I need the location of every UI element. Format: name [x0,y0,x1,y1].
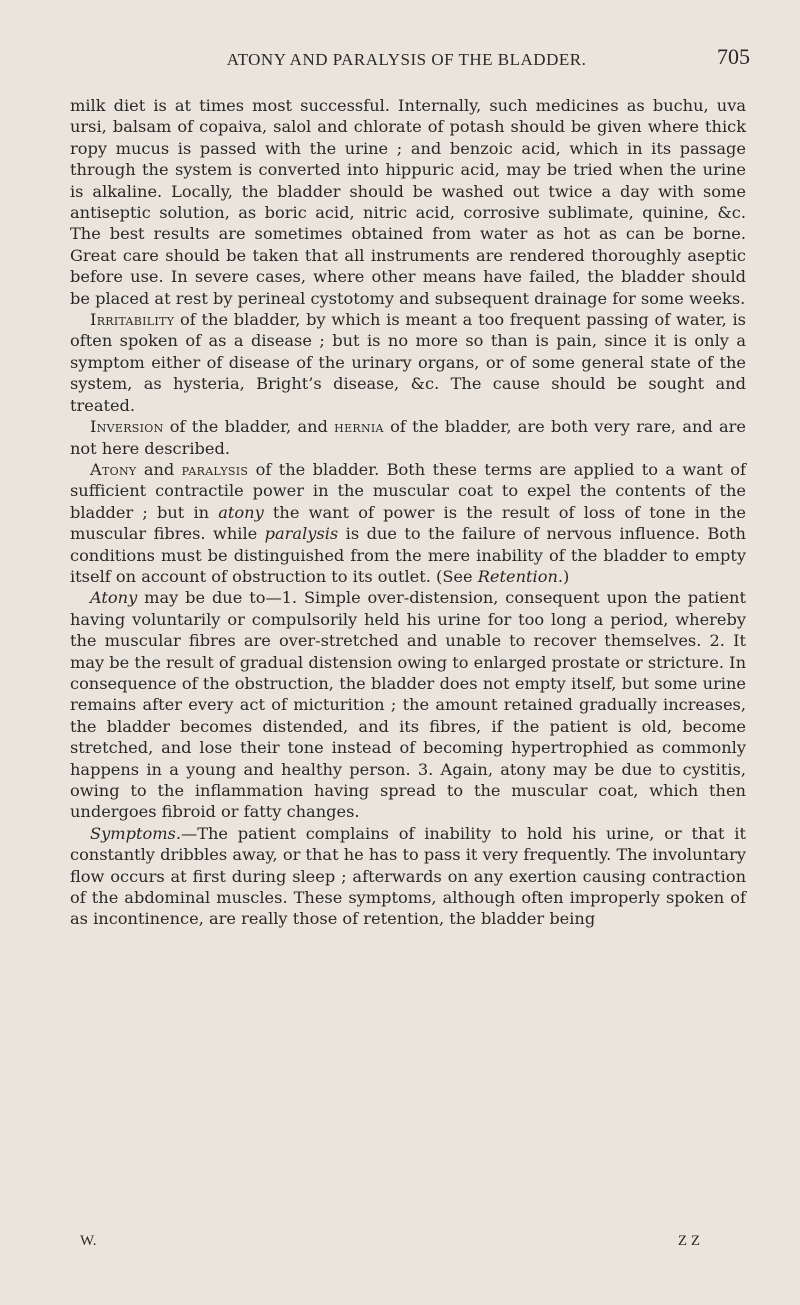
paragraph-atony-paralysis [70,459,746,587]
term-hernia: hernia [334,417,384,437]
running-head: ATONY AND PARALYSIS OF THE BLADDER. [226,50,587,69]
paragraph-text: and [136,459,182,479]
page-number: 705 [717,44,750,69]
term-inversion: Inversion [90,417,164,437]
paragraph-text: of the bladder, by which is meant a too frequent passing of water, is often spoken of as a disease ; but is no more so than is pain, since it is only a symptom either of disease of the urinary organs, or of some general state of the system, as hysteria, Bright’s disease, &c. The cause should be sought and treated. [70,310,746,415]
page-header [96,40,750,70]
paragraph-inversion [70,416,746,459]
paragraph-text: of the bladder, are both very rare, and are not here described. [70,417,747,458]
page-footer [80,1233,700,1250]
paragraph-text: the want of power is the result of loss of tone in the muscular fibres. while [70,502,747,544]
lead-atony: Atony [90,588,138,608]
italic-atony: atony [218,502,264,522]
paragraph-text: ) [563,566,570,586]
paragraph-symptoms [70,823,746,930]
paragraph-text: of the bladder. Both these terms are applied to a want of sufficient contractile power in the muscular coat to expel the contents of the bladder ; but in [70,459,746,522]
paragraph-atony-causes [70,587,746,822]
term-irritability: Irritability [90,310,175,330]
paragraph-text: —The patient complains of inability to hold his urine, or that it constantly dribbles away, or that he has to pass it very frequently. The involuntary flow occurs at first during sleep ; afterwards on any exertion causing contraction of the abdominal muscles. These symptoms, although often improperly spoken of as incontinence, are really those of retention, the bladder being [70,823,746,929]
lead-symptoms: Symptoms. [90,823,181,843]
signature-mark: Z Z [677,1233,700,1249]
paragraph-text: milk diet is at times most successful. Internally, such medicines as buchu, uva ursi, balsam of copaiva, salol and chlorate of potash should be given where thick ropy mucus is passed with the urine ; and benzoic acid, which in its passage through the system is converted into hippuric acid, may be tried when the urine is alkaline. Locally, the bladder should be washed out twice a day with some antiseptic solution, as boric acid, nitric acid, corrosive sublimate, quinine, &c. The best results are sometimes obtained from water as hot as can be borne. Great care should be taken that all instruments are rendered thoroughly aseptic before use. In severe cases, where other means have failed, the bladder should be placed at rest by perineal cystotomy and subsequent drainage for some weeks. [70,96,746,308]
term-atony: Atony [90,459,137,479]
paragraph-text: is due to the failure of nervous influence. Both conditions must be distinguished from the mere inability of the bladder to empty itself on account of obstruction to its outlet. (See [70,524,746,586]
cross-reference-retention: Retention. [477,566,564,586]
paragraph-text: of the bladder, and [163,417,335,437]
body-text [70,95,746,930]
term-paralysis: paralysis [181,459,249,479]
paragraph-milk-diet [70,95,746,309]
italic-paralysis: paralysis [264,524,339,544]
paragraph-irritability [70,309,746,416]
printer-mark: W. [80,1233,97,1249]
paragraph-text: may be due to—1. Simple over-distension, consequent upon the patient having voluntarily or compulsorily held his urine for too long a period, whereby the muscular fibres are over-stretched and unable to recover themselves. 2. It may be the result of gradual distension owing to enlarged prostate or stricture. In consequence of the obstruction, the bladder does not empty itself, but some urine remains after every act of micturition ; the amount retained gradually increases, the bladder becomes distended, and its fibres, if the patient is old, become stretched, and lose their tone instead of becoming hypertrophied as commonly happens in a young and healthy person. 3. Again, atony may be due to cystitis, owing to the inflammation having spread to the muscular coat, which then undergoes fibroid or fatty changes. [70,588,746,822]
